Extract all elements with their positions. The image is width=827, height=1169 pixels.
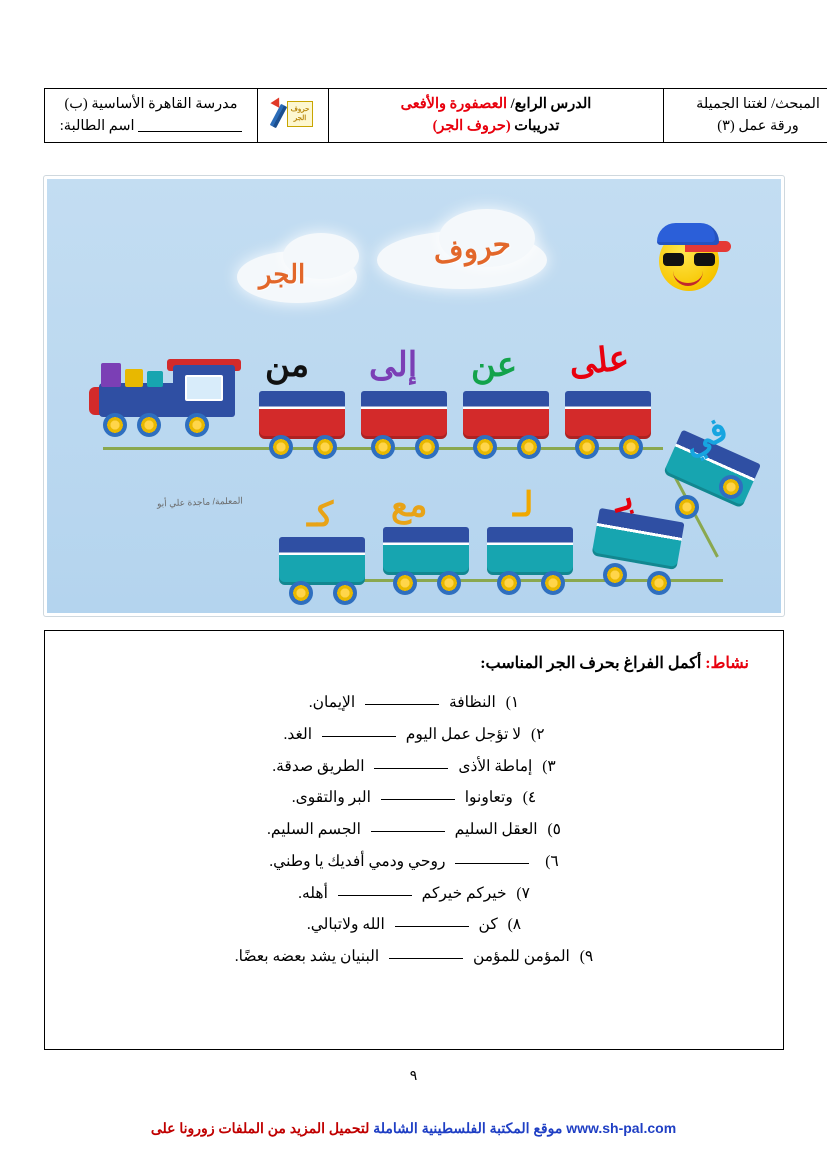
lesson-line <box>337 93 655 115</box>
train-wagon <box>279 537 365 585</box>
train-word-maa: مع <box>391 486 428 524</box>
train-wagon <box>487 527 573 575</box>
answer-blank[interactable] <box>395 915 469 927</box>
exercise-item <box>79 687 749 719</box>
item-text-after: الغد. <box>283 725 313 743</box>
train-word-an: عن <box>471 346 518 384</box>
wagon-wheel-icon <box>437 571 461 595</box>
illustration-credit: المعلمة/ ماجدة علي أبو <box>156 495 244 509</box>
wagon-wheel-icon <box>415 435 439 459</box>
header-school-cell <box>45 89 258 143</box>
lesson-title: العصفورة والأفعى <box>400 96 508 112</box>
exercise-item <box>79 941 749 973</box>
item-number: ١) <box>505 694 520 711</box>
illustration-background <box>47 179 781 613</box>
item-number: ٦) <box>545 852 559 870</box>
student-name-row <box>53 115 249 137</box>
subject-line-1: المبحث/ لغتنا الجميلة <box>696 96 820 112</box>
train-word-ila: إلى <box>369 346 418 384</box>
answer-blank[interactable] <box>365 693 439 705</box>
exercise-item <box>79 814 749 846</box>
loco-chimney-2-icon <box>125 369 143 387</box>
item-text-before: النظافة <box>448 694 496 711</box>
header-table <box>44 88 827 143</box>
train-wagon <box>259 391 345 439</box>
wagon-wheel-icon <box>289 581 313 605</box>
train-word-min: من <box>265 346 310 384</box>
item-text-before: المؤمن للمؤمن <box>472 948 570 966</box>
item-text-after: البر والتقوى. <box>291 789 371 807</box>
item-text-before: وتعاونوا <box>464 789 513 807</box>
item-text-after: البنيان يشد بعضه بعضًا. <box>234 948 380 966</box>
item-number: ٩) <box>579 948 594 966</box>
item-number: ٧) <box>516 884 530 902</box>
exercise-heading <box>79 653 749 673</box>
item-number: ٢) <box>531 725 545 743</box>
answer-blank[interactable] <box>322 725 396 737</box>
item-number: ٥) <box>547 821 561 839</box>
train-word-bi: بـ <box>608 478 638 520</box>
exercise-label: نشاط: <box>705 655 749 672</box>
train-wagon <box>361 391 447 439</box>
wagon-wheel-icon <box>313 435 337 459</box>
train-word-li: لـ <box>513 486 534 524</box>
item-text-after: الطريق صدقة. <box>272 757 365 775</box>
train-word-ka: كـ <box>307 496 334 534</box>
item-number: ٨) <box>507 916 522 934</box>
train-wagon <box>383 527 469 575</box>
header-lesson-cell <box>329 89 664 143</box>
exercise-item <box>79 878 749 910</box>
wagon-wheel-icon <box>517 435 541 459</box>
wagon-wheel-icon <box>333 581 357 605</box>
wagon-wheel-icon <box>371 435 395 459</box>
item-text-before: إماطة الأذى <box>458 757 533 775</box>
loco-wheel-icon <box>103 413 127 437</box>
exercise-line <box>337 115 655 137</box>
wagon-wheel-icon <box>603 563 627 587</box>
wagon-wheel-icon <box>675 495 699 519</box>
footer-url[interactable]: www.sh-pal.com <box>566 1120 677 1136</box>
page-number: ٩ <box>409 1069 418 1084</box>
answer-blank[interactable] <box>455 852 529 864</box>
loco-wheel-icon <box>137 413 161 437</box>
exercise-instruction: أكمل الفراغ بحرف الجر المناسب: <box>480 655 702 672</box>
item-number: ٣) <box>542 757 556 775</box>
train-wagon <box>463 391 549 439</box>
item-text-after: الجسم السليم. <box>267 821 361 839</box>
lesson-prefix: الدرس الرابع/ <box>510 96 592 112</box>
illustration-panel <box>44 176 784 616</box>
footer-text: لتحميل المزيد من الملفات زورونا على <box>150 1120 370 1136</box>
item-text-before: لا تؤجل عمل اليوم <box>405 725 522 743</box>
pencil-logo-icon <box>271 95 315 135</box>
answer-blank[interactable] <box>374 757 448 769</box>
answer-blank[interactable] <box>389 947 463 959</box>
exercise-list <box>79 687 749 973</box>
wagon-wheel-icon <box>473 435 497 459</box>
answer-blank[interactable] <box>338 884 412 896</box>
item-text-before: العقل السليم <box>454 821 538 839</box>
exercise-prefix: تدريبات <box>514 118 560 135</box>
exercise-item <box>79 909 749 941</box>
locomotive-icon <box>89 357 249 437</box>
exercise-item <box>79 846 749 878</box>
train-word-ala: على <box>567 338 631 384</box>
train-wagon <box>591 508 684 570</box>
footer-banner <box>0 1120 827 1137</box>
loco-chimney-1-icon <box>101 363 121 387</box>
item-text-before: خيركم خيركم <box>421 884 507 902</box>
exercise-item <box>79 782 749 814</box>
train-word-fi: في <box>676 409 734 465</box>
item-text-after: أهله. <box>298 884 328 902</box>
cloud-word-horouf: حروف <box>431 227 513 271</box>
wagon-wheel-icon <box>619 435 643 459</box>
loco-window-icon <box>185 375 223 401</box>
header-subject-cell <box>664 89 827 143</box>
wagon-wheel-icon <box>497 571 521 595</box>
train-wagon <box>565 391 651 439</box>
item-text-after: الإيمان. <box>308 694 356 711</box>
item-text-after: روحي ودمي أفديك يا وطني. <box>269 852 446 870</box>
wagon-wheel-icon <box>575 435 599 459</box>
answer-blank[interactable] <box>371 820 445 832</box>
subject-line-2: ورقة عمل (٣) <box>717 118 799 135</box>
logo-label: حروف الجر <box>287 101 313 127</box>
train-illustration <box>47 179 781 613</box>
exercise-title: (حروف الجر) <box>432 118 511 135</box>
exercise-item <box>79 751 749 783</box>
wagon-wheel-icon <box>647 571 671 595</box>
exercise-item <box>79 719 749 751</box>
wagon-wheel-icon <box>393 571 417 595</box>
student-name-label: اسم الطالبة: <box>59 118 135 135</box>
answer-blank[interactable] <box>381 788 455 800</box>
student-name-blank[interactable] <box>138 119 242 132</box>
loco-chimney-3-icon <box>147 371 163 387</box>
exercise-box <box>44 630 784 1050</box>
footer-site-name: موقع المكتبة الفلسطينية الشاملة <box>373 1120 563 1136</box>
cloud-word-aljar: الجر <box>259 259 306 289</box>
wagon-wheel-icon <box>269 435 293 459</box>
loco-wheel-icon <box>185 413 209 437</box>
school-name: مدرسة القاهرة الأساسية (ب) <box>64 96 238 112</box>
item-number: ٤) <box>522 789 537 807</box>
header-logo-cell <box>258 89 329 143</box>
wagon-wheel-icon <box>719 475 743 499</box>
item-text-before: كن <box>478 916 498 934</box>
wagon-wheel-icon <box>541 571 565 595</box>
item-text-after: الله ولاتبالي. <box>306 916 385 934</box>
